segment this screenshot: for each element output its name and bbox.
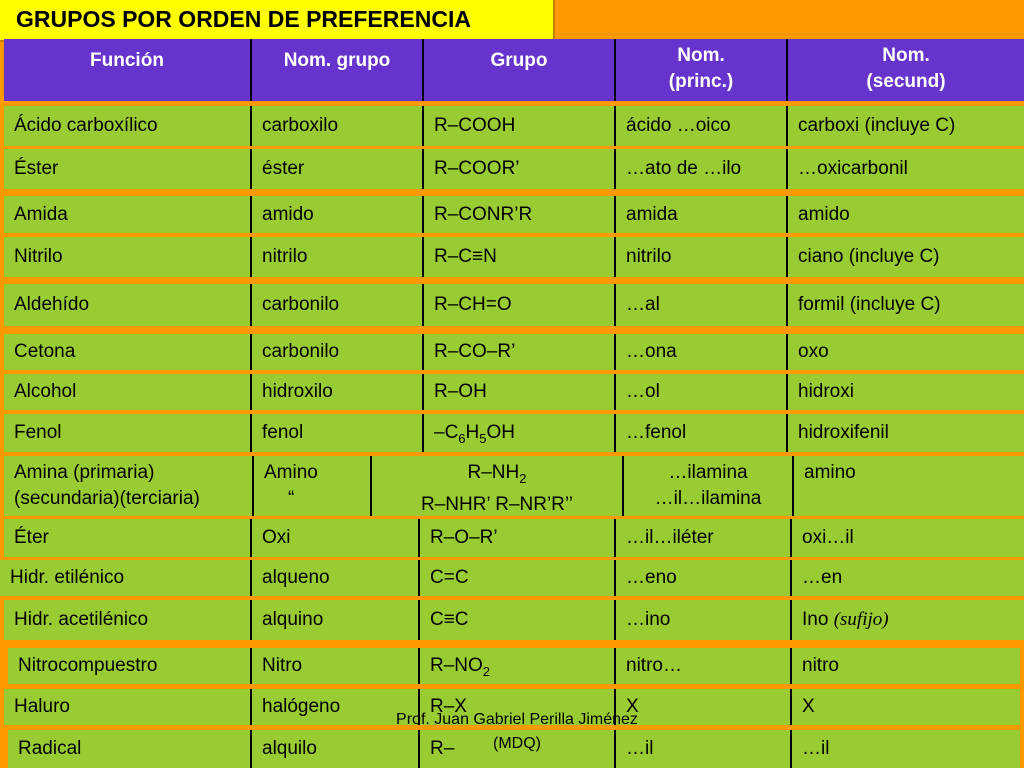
cell-nom-secund: ciano (incluye C) <box>798 246 940 267</box>
header-nom-secund-line2: (secund) <box>866 71 946 92</box>
cell-nom-secund: nitro <box>802 655 839 676</box>
cell-funcion <box>4 456 252 516</box>
cell-nom-secund <box>792 600 1024 640</box>
cell-nom-secund: amido <box>798 204 850 225</box>
table-row <box>4 237 1024 277</box>
formula-subscript: 2 <box>519 470 527 486</box>
cell-nom-princ: …il <box>626 738 654 759</box>
cell-nom-grupo: Oxi <box>262 527 291 548</box>
cell-nom-princ-line1: …ilamina <box>668 462 748 483</box>
cell-funcion: Radical <box>18 738 82 759</box>
cell-nom-princ: ácido …oico <box>626 115 731 136</box>
cell-nom-princ: nitrilo <box>626 246 672 267</box>
table-row <box>4 456 1024 516</box>
cell-grupo: R–C≡N <box>434 246 497 267</box>
cell-nom-princ: …fenol <box>626 422 687 443</box>
table-row <box>4 600 1024 640</box>
cell-nom-princ <box>624 456 792 516</box>
table-header <box>4 39 1024 101</box>
cell-funcion: Hidr. acetilénico <box>14 609 149 630</box>
cell-nom-grupo: hidroxilo <box>262 381 333 402</box>
formula-part: OH <box>486 422 515 443</box>
cell-nom-secund: oxi…il <box>802 527 854 548</box>
cell-nom-princ: nitro… <box>626 655 682 676</box>
cell-funcion: Alcohol <box>14 381 77 402</box>
slide-title: GRUPOS POR ORDEN DE PREFERENCIA <box>16 6 471 32</box>
cell-nom-grupo: alqueno <box>262 567 330 588</box>
cell-grupo <box>420 648 614 684</box>
cell-grupo: R–CH=O <box>434 294 512 315</box>
secund-italic-note: (sufijo) <box>833 609 889 630</box>
cell-nom-secund: carboxi (incluye C) <box>798 115 956 136</box>
table-row <box>4 519 1024 557</box>
cell-grupo: R–COOH <box>434 115 516 136</box>
cell-nom-grupo: carbonilo <box>262 294 340 315</box>
cell-nom-secund: X <box>802 696 815 717</box>
table-row <box>4 106 1024 146</box>
cell-nom-grupo: carbonilo <box>262 341 340 362</box>
cell-grupo: C≡C <box>430 609 469 630</box>
header-funcion: Función <box>90 50 164 71</box>
cell-nom-princ: X <box>626 696 639 717</box>
header-nom-princ-line2: (princ.) <box>668 71 734 92</box>
cell-grupo: C=C <box>430 567 469 588</box>
cell-nom-princ: …al <box>626 294 660 315</box>
cell-nom-princ: amida <box>626 204 678 225</box>
cell-nom-grupo: alquilo <box>262 738 317 759</box>
table-row <box>4 196 1024 233</box>
table-row <box>4 374 1024 410</box>
cell-funcion: Aldehído <box>14 294 90 315</box>
cell-grupo: R–COOR’ <box>434 158 520 179</box>
cell-grupo: R–X <box>430 696 467 717</box>
cell-grupo: R–O–R’ <box>430 527 498 548</box>
formula-part: R–NO <box>430 655 483 676</box>
cell-grupo: R– <box>430 738 455 759</box>
cell-grupo: R–CO–R’ <box>434 341 516 362</box>
cell-nom-secund: hidroxi <box>798 381 854 402</box>
table-row <box>4 284 1024 326</box>
cell-nom-grupo-line2: “ <box>288 488 295 509</box>
cell-nom-grupo: carboxilo <box>262 115 339 136</box>
cell-nom-grupo: fenol <box>262 422 304 443</box>
formula-part: R–NH <box>467 462 520 483</box>
formula-part: –C <box>434 422 459 443</box>
cell-funcion-line1: Amina (primaria) <box>14 462 155 483</box>
cell-grupo-line1 <box>372 460 622 492</box>
cell-nom-grupo: nitrilo <box>262 246 308 267</box>
secund-text: Ino <box>802 609 834 630</box>
cell-nom-secund: amino <box>804 462 856 483</box>
cell-funcion: Éter <box>14 527 49 548</box>
cell-funcion: Haluro <box>14 696 70 717</box>
cell-funcion: Cetona <box>14 341 76 362</box>
cell-nom-secund: oxo <box>798 341 829 362</box>
cell-nom-grupo: amido <box>262 204 314 225</box>
header-nom-grupo: Nom. grupo <box>283 50 391 71</box>
cell-grupo-line2: R–NHR’ R–NR’R’’ <box>420 493 574 515</box>
table-row <box>8 648 1020 684</box>
header-nom-princ-line1: Nom. <box>677 45 725 66</box>
cell-grupo <box>424 414 614 452</box>
slide-title-box <box>0 0 555 42</box>
header-nom-secund <box>788 39 1024 101</box>
cell-nom-princ: …ona <box>626 341 677 362</box>
cell-funcion: Amida <box>14 204 68 225</box>
cell-nom-secund: …en <box>802 567 843 588</box>
formula-part: H <box>465 422 480 443</box>
cell-grupo <box>372 456 622 516</box>
cell-nom-grupo: Nitro <box>262 655 303 676</box>
cell-funcion: Nitrocompuestro <box>18 655 158 676</box>
formula-subscript: 5 <box>479 430 487 446</box>
cell-nom-princ: …il…iléter <box>626 527 714 548</box>
cell-nom-secund: hidroxifenil <box>798 422 889 443</box>
header-grupo: Grupo <box>490 50 548 71</box>
cell-nom-princ: …eno <box>626 567 677 588</box>
cell-nom-grupo <box>254 456 370 516</box>
table-row <box>4 414 1024 452</box>
cell-grupo: R–CONR’R <box>434 204 533 225</box>
cell-nom-grupo: halógeno <box>262 696 341 717</box>
author-org: (MDQ) <box>493 735 541 752</box>
cell-nom-princ: …ino <box>626 609 671 630</box>
cell-funcion: Éster <box>14 158 59 179</box>
cell-nom-secund: …oxicarbonil <box>798 158 908 179</box>
author-name: Prof. Juan Gabriel Perilla Jiménez <box>396 711 638 728</box>
cell-nom-grupo-line1: Amino <box>264 462 318 483</box>
formula-subscript: 6 <box>458 430 466 446</box>
cell-nom-princ: …ol <box>626 381 660 402</box>
table-row <box>0 560 1024 596</box>
cell-nom-princ: …ato de …ilo <box>626 158 742 179</box>
table-row <box>4 334 1024 370</box>
cell-funcion: Fenol <box>14 422 62 443</box>
cell-nom-princ-line2: …il…ilamina <box>654 488 762 509</box>
cell-funcion: Ácido carboxílico <box>14 115 158 136</box>
cell-funcion: Hidr. etilénico <box>10 567 125 588</box>
cell-grupo: R–OH <box>434 381 487 402</box>
header-nom-secund-line1: Nom. <box>882 45 930 66</box>
cell-funcion: Nitrilo <box>14 246 63 267</box>
header-nom-princ <box>616 39 786 101</box>
cell-nom-grupo: alquino <box>262 609 324 630</box>
cell-funcion-line2: (secundaria)(terciaria) <box>14 488 200 509</box>
formula-subscript: 2 <box>482 663 491 679</box>
cell-nom-grupo: éster <box>262 158 305 179</box>
cell-nom-secund: formil (incluye C) <box>798 294 941 315</box>
table-row <box>4 149 1024 189</box>
cell-nom-secund: …il <box>802 738 830 759</box>
author-credit <box>362 708 672 756</box>
